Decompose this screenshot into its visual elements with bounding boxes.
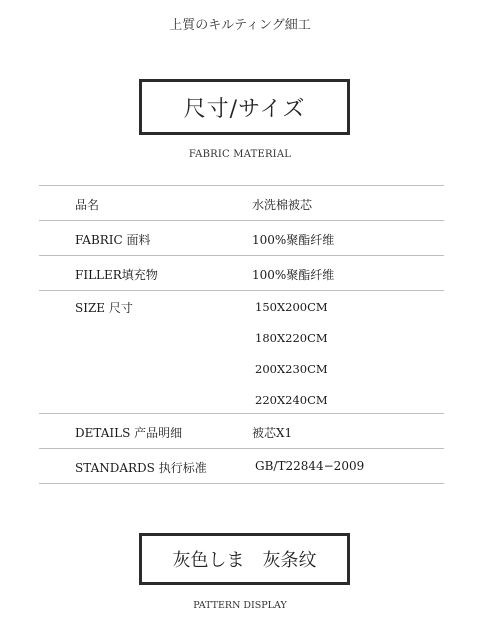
spec-value: 被芯X1 [252, 426, 293, 440]
spec-row-size [39, 290, 444, 413]
spec-row-filler [39, 255, 444, 290]
spec-label: FILLER填充物 [75, 268, 158, 282]
spec-row-name [39, 185, 444, 220]
size-value: 200X230CM [255, 362, 328, 376]
size-value: 150X200CM [255, 300, 328, 314]
spec-value: 水洗棉被芯 [252, 198, 313, 212]
spec-value: 100%聚酯纤维 [252, 233, 335, 247]
spec-label: STANDARDS 执行标准 [75, 461, 207, 475]
size-title: 尺寸/サイズ [183, 96, 306, 122]
pattern-title: 灰色しま 灰条纹 [172, 550, 317, 571]
spec-row-details [39, 413, 444, 448]
spec-label: DETAILS 产品明细 [75, 426, 183, 440]
size-title-box [139, 79, 350, 135]
spec-value: GB/T22844−2009 [255, 459, 365, 473]
spec-table [39, 185, 444, 484]
spec-label: 品名 [75, 198, 100, 212]
spec-row-standards [39, 448, 444, 484]
spec-row-fabric [39, 220, 444, 255]
fabric-material-subtitle: FABRIC MATERIAL [188, 149, 292, 160]
size-value: 220X240CM [255, 393, 328, 407]
spec-label: FABRIC 面料 [75, 233, 151, 247]
size-value: 180X220CM [255, 331, 328, 345]
page-title: 上質のキルティング細工 [169, 18, 311, 33]
pattern-display-subtitle: PATTERN DISPLAY [193, 600, 287, 611]
spec-label: SIZE 尺寸 [75, 301, 133, 315]
spec-value: 100%聚酯纤维 [252, 268, 335, 282]
pattern-title-box [139, 533, 350, 585]
